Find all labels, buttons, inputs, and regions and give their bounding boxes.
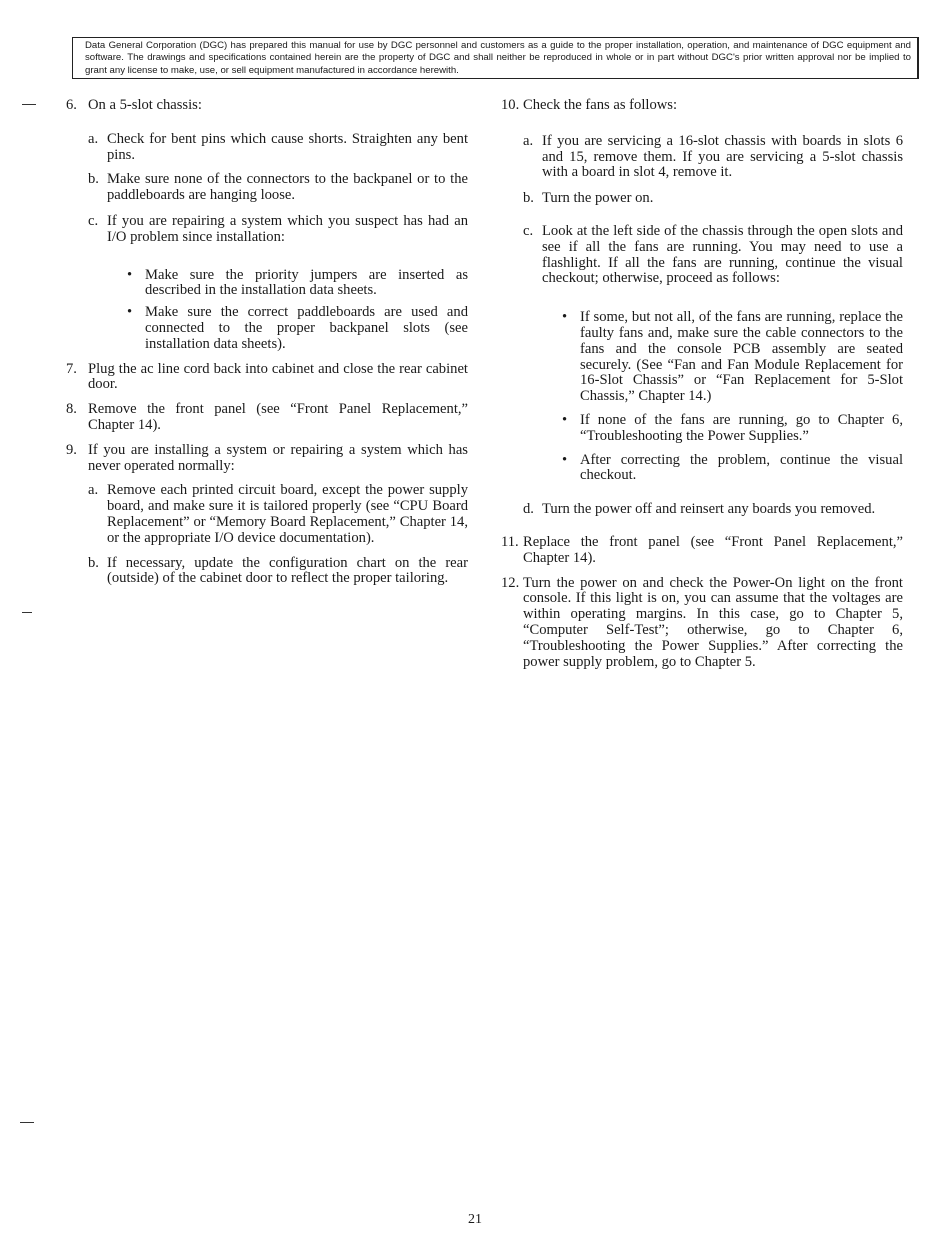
substep-letter: b.	[88, 554, 99, 571]
step-8	[66, 402, 468, 434]
substep-text: If you are repairing a system which you suspect has had an I/O problem since installation:	[107, 212, 468, 245]
step-11	[501, 535, 903, 567]
bullet-icon: •	[562, 309, 568, 326]
bullet-text: After correcting the problem, continue the visual checkout.	[580, 451, 903, 484]
step-9	[66, 443, 468, 475]
step-6c	[88, 214, 468, 246]
bullet-text: If none of the fans are running, go to Chapter 6, “Troubleshooting the Power Supplies.”	[580, 411, 903, 444]
step-text: Check the fans as follows:	[523, 97, 678, 113]
step-number: 12.	[501, 574, 520, 591]
bullet-item	[126, 268, 468, 300]
bullet-item	[561, 413, 903, 445]
bullet-item	[126, 305, 468, 352]
substep-text: Remove each printed circuit board, except the power supply board, and make sure it is tailored properly (see “CPU Board Replacement” or “Memory Board Replacement,” Chapter 14, or the appropriate I/O device documentation).	[107, 482, 468, 546]
substep-text: Make sure none of the connectors to the backpanel or to the paddleboards are hanging loose.	[107, 171, 468, 204]
step-6	[66, 98, 468, 114]
margin-mark	[22, 612, 32, 613]
step-text: Remove the front panel (see “Front Panel Replacement,” Chapter 14).	[88, 401, 468, 433]
margin-mark	[20, 1122, 34, 1123]
left-column	[66, 98, 468, 587]
bullet-icon: •	[127, 304, 133, 321]
step-number: 9.	[66, 441, 77, 458]
substep-letter: a.	[88, 130, 99, 147]
step-text: Turn the power on and check the Power-On light on the front console. If this light is on, you can assume that the voltages are within operating margins. In this case, go to Chapter 5, “Computer Self-Test”; otherwise, go to Chapter 6, “Troubleshooting the Power Supplies.” After correcting the power supply problem, go to Chapter 5.	[523, 574, 903, 670]
substep-text: If necessary, update the configuration chart on the rear (outside) of the cabinet door to reflect the proper tailoring.	[107, 554, 468, 587]
step-10	[501, 98, 903, 114]
substep-text: Turn the power off and reinsert any boards you removed.	[542, 501, 876, 518]
substep-letter: b.	[523, 190, 534, 207]
bullet-icon: •	[562, 451, 568, 468]
step-10c	[523, 224, 903, 287]
substep-letter: a.	[88, 482, 99, 499]
substep-letter: b.	[88, 171, 99, 188]
substep-letter: c.	[523, 222, 534, 239]
substep-text: Look at the left side of the chassis through the open slots and see if all the fans are running. You may need to use a flashlight. If all the fans are running, continue the visual checkout; otherwise, proceed as follows:	[542, 222, 903, 287]
substep-letter: d.	[523, 501, 534, 518]
bullet-text: If some, but not all, of the fans are running, replace the faulty fans and, make sure the cable connectors to the fans and the console PCB assembly are seated securely. (See “Fan and Fan Module Replacement for 16-Slot Chassis” or “Fan Replacement for 5-Slot Chassis,” Chapter 14.)	[580, 309, 903, 405]
substep-letter: a.	[523, 132, 534, 149]
step-number: 11.	[501, 533, 519, 550]
step-text: On a 5-slot chassis:	[88, 97, 202, 113]
step-6a	[88, 132, 468, 164]
page-number: 21	[468, 1212, 482, 1227]
step-9a	[88, 483, 468, 546]
substep-letter: c.	[88, 212, 99, 229]
bullet-icon: •	[562, 411, 568, 428]
step-10d	[523, 502, 903, 518]
margin-mark	[22, 104, 36, 105]
step-number: 7.	[66, 360, 77, 377]
bullet-icon: •	[127, 266, 133, 283]
proprietary-notice: Data General Corporation (DGC) has prepared this manual for use by DGC personnel and customers as a guide to the proper installation, operation, and maintenance of DGC equipment and software. The drawings and specifications contained herein are the property of DGC and shall neither be reproduced in whole or in part without DGC's prior written approval nor be implied to grant any license to make, use, or sell equipment manufactured in accordance herewith.	[72, 37, 919, 79]
step-10a	[523, 134, 903, 181]
step-number: 6.	[66, 97, 77, 113]
substep-text: Check for bent pins which cause shorts. Straighten any bent pins.	[107, 130, 468, 163]
step-7	[66, 362, 468, 394]
right-column	[501, 98, 903, 670]
bullet-item	[561, 453, 903, 485]
step-12	[501, 576, 903, 671]
step-6b	[88, 172, 468, 204]
bullet-text: Make sure the correct paddleboards are used and connected to the proper backpanel slots (see installation data sheets).	[145, 304, 468, 352]
step-9b	[88, 556, 468, 588]
step-text: If you are installing a system or repairing a system which has never operated normally:	[88, 441, 468, 474]
bullet-text: Make sure the priority jumpers are inserted as described in the installation data sheets.	[145, 266, 468, 299]
substep-text: If you are servicing a 16-slot chassis with boards in slots 6 and 15, remove them. If you are servicing a 5-slot chassis with a board in slot 4, remove it.	[542, 132, 903, 181]
step-number: 10.	[501, 97, 520, 113]
step-text: Replace the front panel (see “Front Panel Replacement,” Chapter 14).	[523, 533, 903, 566]
substep-text: Turn the power on.	[542, 190, 654, 207]
step-text: Plug the ac line cord back into cabinet and close the rear cabinet door.	[88, 360, 468, 393]
step-10b	[523, 191, 903, 207]
step-number: 8.	[66, 401, 77, 418]
bullet-item	[561, 310, 903, 405]
